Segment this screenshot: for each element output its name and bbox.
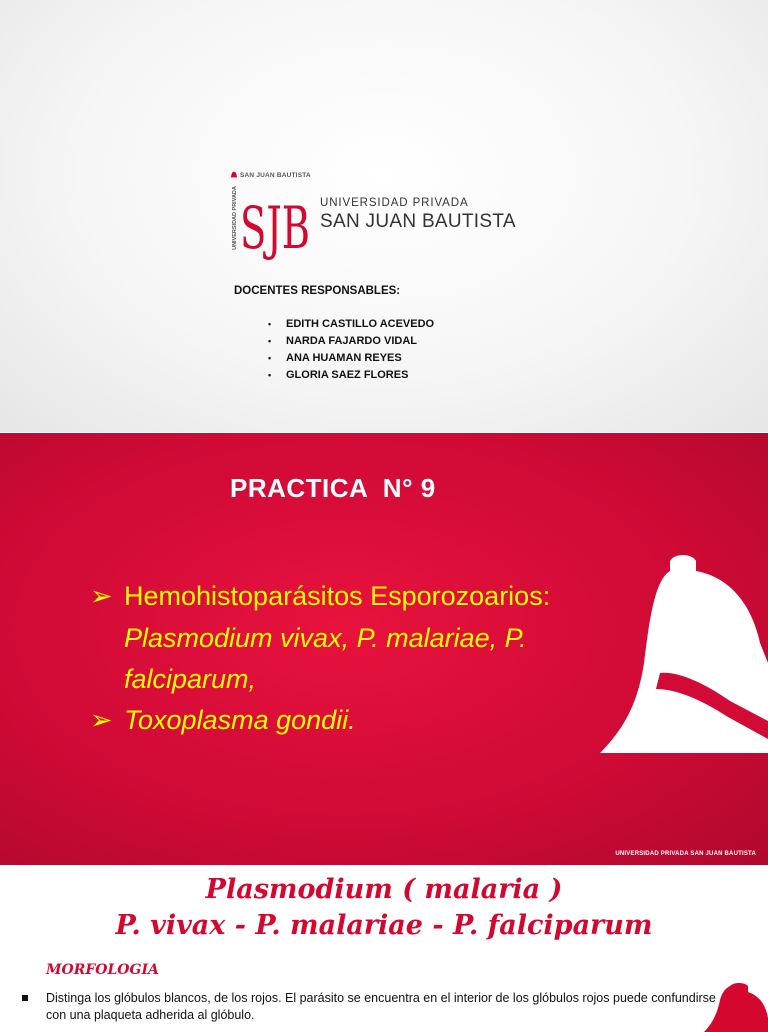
docente-item: • GLORIA SAEZ FLORES bbox=[268, 367, 434, 384]
topic-line-2: Plasmodium vivax, P. malariae, P. bbox=[124, 623, 527, 653]
sjb-monogram bbox=[240, 178, 312, 262]
logo-vertical-text: UNIVERSIDAD PRIVADA bbox=[232, 186, 238, 250]
slide-cover bbox=[0, 0, 768, 432]
arrow-bullet-icon: ➢ bbox=[90, 581, 113, 611]
university-logo bbox=[230, 168, 550, 260]
bell-icon bbox=[600, 553, 768, 753]
morfologia-heading: MORFOLOGIA bbox=[46, 962, 159, 978]
monogram-text: SJB bbox=[240, 194, 310, 262]
square-bullet-icon bbox=[22, 995, 28, 1001]
bell-icon bbox=[700, 982, 768, 1032]
docente-item: • NARDA FAJARDO VIDAL bbox=[268, 333, 434, 350]
species-subtitle: P. vivax - P. malariae - P. falciparum bbox=[115, 910, 653, 941]
topic-line-1 bbox=[90, 581, 550, 612]
bell-icon bbox=[230, 171, 238, 179]
arrow-bullet-icon: ➢ bbox=[90, 705, 113, 735]
bullet-paragraph bbox=[46, 990, 726, 1024]
topic-line-3: falciparum, bbox=[124, 664, 257, 694]
bullet-text: Distinga los glóbulos blancos, de los rojos. El parásito se encuentra en el interior de los glóbulos rojos puede confundirse con una plaqueta adherida al glóbulo. bbox=[46, 991, 716, 1022]
docente-item: • EDITH CASTILLO ACEVEDO bbox=[268, 316, 434, 333]
practica-title: PRACTICA N° 9 bbox=[230, 473, 436, 503]
topic-text: Toxoplasma gondii. bbox=[124, 705, 356, 735]
plasmodium-title: Plasmodium ( malaria ) bbox=[205, 874, 563, 905]
slide-footer: UNIVERSIDAD PRIVADA SAN JUAN BAUTISTA bbox=[615, 851, 756, 857]
logo-tagline: SAN JUAN BAUTISTA bbox=[240, 172, 311, 179]
docente-item: • ANA HUAMAN REYES bbox=[268, 350, 434, 367]
docentes-list bbox=[268, 316, 434, 384]
logo-line1: UNIVERSIDAD PRIVADA bbox=[320, 197, 469, 209]
topic-text: Hemohistoparásitos Esporozoarios: bbox=[124, 581, 551, 611]
slide-plasmodium bbox=[0, 866, 768, 1024]
logo-line2: SAN JUAN BAUTISTA bbox=[320, 211, 516, 232]
topic-line-4 bbox=[90, 705, 356, 736]
docentes-heading: DOCENTES RESPONSABLES: bbox=[234, 285, 401, 297]
slide-practica bbox=[0, 433, 768, 865]
